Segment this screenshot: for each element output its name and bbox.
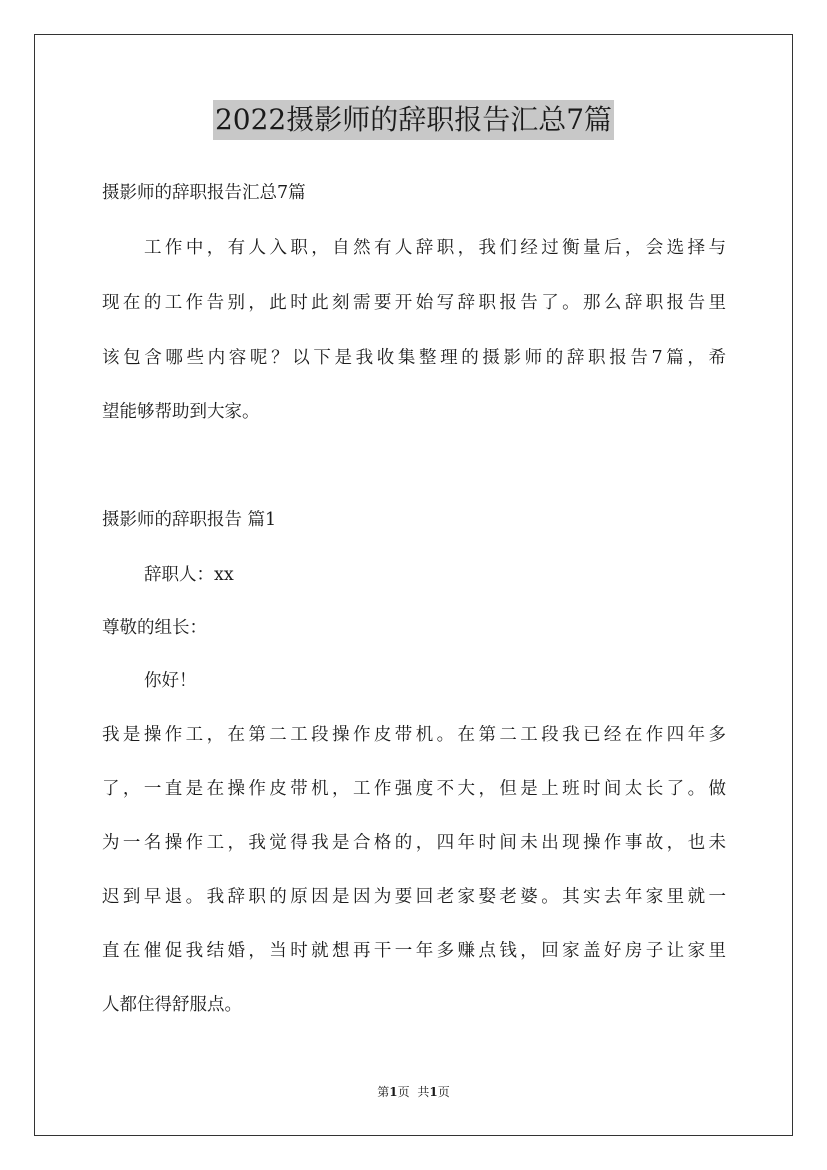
body-line-5: 直在催促我结婚，当时就想再干一年多赚点钱，回家盖好房子让家里: [102, 941, 726, 961]
greeting: 你好！: [144, 671, 197, 691]
intro-line-3: 该包含哪些内容呢？以下是我收集整理的摄影师的辞职报告7篇，希: [102, 348, 726, 368]
body-line-4: 迟到早退。我辞职的原因是因为要回老家娶老婆。其实去年家里就一: [102, 887, 726, 907]
intro-line-1: 工作中，有人入职，自然有人辞职，我们经过衡量后，会选择与: [144, 238, 726, 258]
page-footer: [0, 1084, 827, 1100]
intro-line-2: 现在的工作告别，此时此刻需要开始写辞职报告了。那么辞职报告里: [102, 293, 726, 313]
footer-total-suffix: 页: [437, 1085, 450, 1099]
body-line-2: 了，一直是在操作皮带机，工作强度不大，但是上班时间太长了。做: [102, 779, 726, 799]
resigner-line: 辞职人：xx: [144, 565, 234, 585]
title-container: [0, 100, 827, 140]
document-subtitle: 摄影师的辞职报告汇总7篇: [102, 183, 306, 203]
body-line-6: 人都住得舒服点。: [102, 995, 242, 1015]
footer-page-number: 1: [389, 1085, 398, 1099]
footer-page-prefix: 第: [377, 1085, 390, 1099]
intro-line-4: 望能够帮助到大家。: [102, 402, 260, 422]
body-line-1: 我是操作工，在第二工段操作皮带机。在第二工段我已经在作四年多: [102, 725, 726, 745]
footer-total-number: 1: [429, 1085, 438, 1099]
section-heading: 摄影师的辞职报告 篇1: [102, 510, 277, 530]
body-line-3: 为一名操作工，我觉得我是合格的，四年时间未出现操作事故，也未: [102, 833, 726, 853]
document-title: 2022摄影师的辞职报告汇总7篇: [213, 100, 614, 140]
footer-page-suffix: 页: [397, 1085, 410, 1099]
footer-total-prefix: 共: [417, 1085, 430, 1099]
salutation: 尊敬的组长：: [102, 618, 207, 638]
